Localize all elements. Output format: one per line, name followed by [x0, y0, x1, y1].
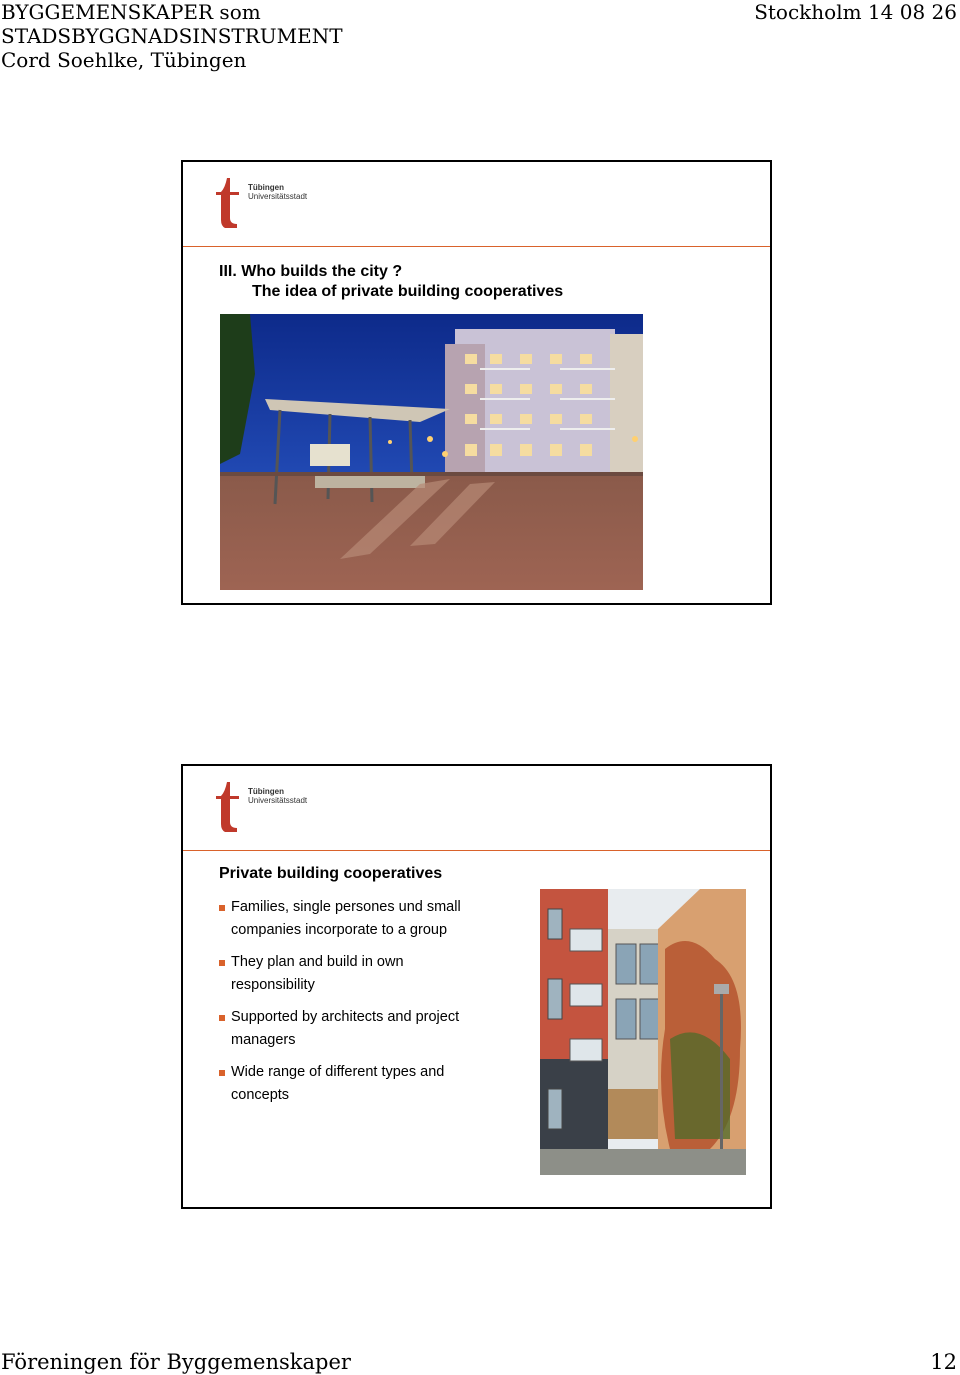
slide-1-title-line-1: III. Who builds the city ?	[219, 263, 403, 280]
header-location-date: Stockholm 14 08 26	[754, 0, 957, 24]
tuebingen-t-logo-icon	[213, 176, 243, 230]
apartment-facade-photo	[540, 889, 746, 1175]
logo-line-2: Universitätsstadt	[248, 192, 308, 201]
header-line-1: BYGGEMENSKAPER som	[1, 0, 261, 24]
slide-divider	[183, 246, 770, 247]
slide-1	[181, 160, 772, 605]
bullet-item: Supported by architects and project managers	[219, 1006, 489, 1052]
bullet-item: Families, single persones und small companies incorporate to a group	[219, 896, 489, 942]
tuebingen-logo	[213, 176, 323, 230]
logo-line-1: Tübingen	[248, 787, 284, 796]
page-header-left	[1, 0, 343, 72]
bullet-item: Wide range of different types and concepts	[219, 1061, 489, 1107]
tuebingen-logo	[213, 780, 323, 834]
page-number: 12	[930, 1350, 957, 1374]
logo-line-2: Universitätsstadt	[248, 796, 308, 805]
slide-2	[181, 764, 772, 1209]
slide-2-title: Private building cooperatives	[219, 865, 443, 882]
tuebingen-t-logo-icon	[213, 780, 243, 834]
header-line-2: STADSBYGGNADSINSTRUMENT	[1, 24, 343, 48]
logo-text	[248, 183, 307, 201]
bullet-item: They plan and build in own responsibility	[219, 951, 489, 997]
logo-line-1: Tübingen	[248, 183, 284, 192]
header-line-3: Cord Soehlke, Tübingen	[1, 48, 247, 72]
slide-divider	[183, 850, 770, 851]
footer-organization: Föreningen för Byggemenskaper	[1, 1350, 351, 1374]
bullet-list	[219, 896, 489, 1116]
slide-1-title-line-2: The idea of private building cooperatives	[252, 283, 564, 300]
logo-text	[248, 787, 307, 805]
night-square-photo	[220, 314, 643, 590]
